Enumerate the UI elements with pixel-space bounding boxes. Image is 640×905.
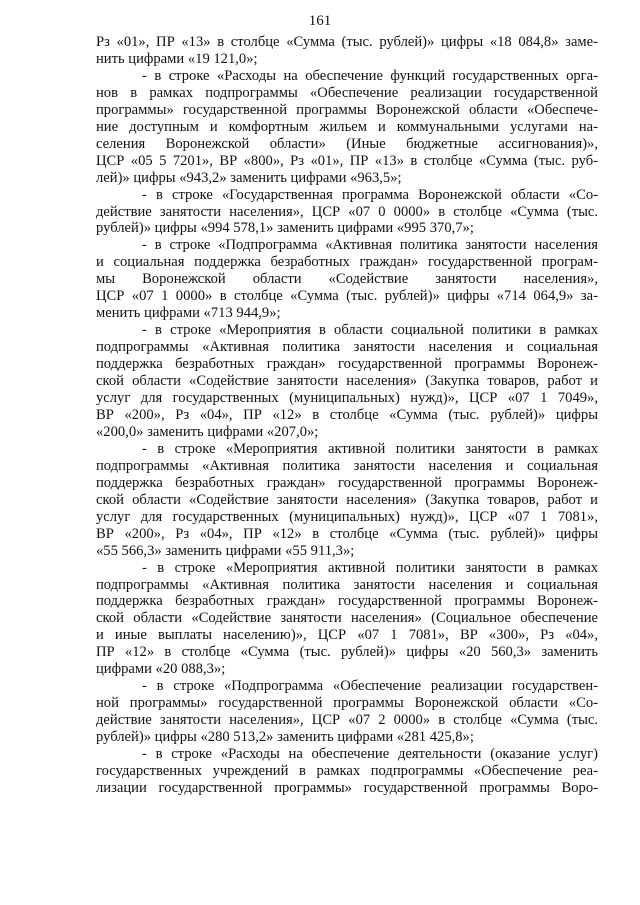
text-line: - в строке «Расходы на обеспечение деятельности (оказание услуг) [142,746,598,763]
text-line: программы» государственной программы Воронежской области «Обеспече- [96,101,598,118]
text-line: подпрограммы «Активная политика занятости населения и социальная [96,457,598,474]
text-line: ской области «Содействие занятости населения» (Социальное обеспечение [96,610,598,627]
paragraph [96,68,598,187]
text-line: поддержка безработных граждан» государственной программы Воронеж- [96,593,598,610]
text-line: - в строке «Мероприятия в области социальной политики в рамках [142,322,598,339]
text-line: ЦСР «07 1 0000» в столбце «Сумма (тыс. рублей)» цифры «714 064,9» за- [96,288,598,305]
paragraph [96,322,598,441]
text-line: - в строке «Подпрограмма «Активная политика занятости населения [142,237,598,254]
text-line: ской области «Содействие занятости населения» (Закупка товаров, работ и [96,491,598,508]
paragraph [96,746,598,797]
text-line: подпрограммы «Активная политика занятости населения и социальная [96,576,598,593]
text-line: нов в рамках подпрограммы «Обеспечение реализации государственной [96,84,598,101]
page-number: 161 [308,13,332,29]
text-line: ской области «Содействие занятости населения» (Закупка товаров, работ и [96,373,598,390]
text-line: подпрограммы «Активная политика занятости населения и социальная [96,339,598,356]
text-line: ПР «12» в столбце «Сумма (тыс. рублей)» цифры «20 560,3» заменить [96,644,598,661]
text-line: ВР «200», Рз «04», ПР «12» в столбце «Сумма (тыс. рублей)» цифры [96,525,598,542]
text-line: услуг для государственных (муниципальных) нужд)», ЦСР «07 1 7081», [96,508,598,525]
text-line: менить цифрами «713 944,9»; [96,305,281,322]
text-line: цифрами «20 088,3»; [96,661,226,678]
text-line: рублей)» цифры «994 578,1» заменить цифрами «995 370,7»; [96,220,474,237]
text-line: «55 566,3» заменить цифрами «55 911,3»; [96,542,355,559]
text-line: поддержка безработных граждан» государственной программы Воронеж- [96,474,598,491]
text-line: поддержка безработных граждан» государственной программы Воронеж- [96,356,598,373]
paragraph [96,560,598,679]
text-line: - в строке «Подпрограмма «Обеспечение реализации государствен- [142,678,598,695]
text-line: Рз «01», ПР «13» в столбце «Сумма (тыс. рублей)» цифры «18 084,8» заме- [96,34,598,50]
text-line: ВР «200», Рз «04», ПР «12» в столбце «Сумма (тыс. рублей)» цифры [96,406,598,423]
text-line: лей)» цифры «943,2» заменить цифрами «963,5»; [96,169,402,186]
text-line: - в строке «Мероприятия активной политики занятости в рамках [142,559,598,576]
text-line: лизации государственной программы» государственной программы Воро- [96,779,598,796]
text-line: нить цифрами «19 121,0»; [96,50,258,67]
text-line: государственных учреждений в рамках подпрограммы «Обеспечение реа- [96,762,598,779]
text-line: селения Воронежской области» (Иные бюджетные ассигнования)», [96,135,598,152]
text-line: - в строке «Государственная программа Воронежской области «Со- [142,186,598,203]
text-line: - в строке «Мероприятия активной политики занятости в рамках [142,440,598,457]
text-line: ной программы» государственной программы Воронежской области «Со- [96,695,598,712]
text-line: и иные выплаты населению)», ЦСР «07 1 7081», ВР «300», Рз «04», [96,627,598,644]
paragraph [96,187,598,238]
text-line: действие занятости населения», ЦСР «07 0 0000» в столбце «Сумма (тыс. [96,203,598,220]
text-line: ние доступным и комфортным жильем и коммунальными услугами на- [96,118,598,135]
paragraph [96,678,598,746]
paragraph [96,441,598,560]
text-line: ЦСР «05 5 7201», ВР «800», Рз «01», ПР «13» в столбце «Сумма (тыс. руб- [96,152,598,169]
text-line: мы Воронежской области «Содействие занятости населения», [96,271,598,288]
text-line: действие занятости населения», ЦСР «07 2 0000» в столбце «Сумма (тыс. [96,712,598,729]
text-line: - в строке «Расходы на обеспечение функций государственных орга- [142,67,598,84]
text-line: «200,0» заменить цифрами «207,0»; [96,423,319,440]
text-line: услуг для государственных (муниципальных) нужд)», ЦСР «07 1 7049», [96,390,598,407]
text-line: и социальная поддержка безработных граждан» государственной програм- [96,254,598,271]
document-body [96,34,598,797]
paragraph [96,237,598,322]
text-line: рублей)» цифры «280 513,2» заменить цифрами «281 425,8»; [96,729,474,746]
paragraph [96,34,598,68]
